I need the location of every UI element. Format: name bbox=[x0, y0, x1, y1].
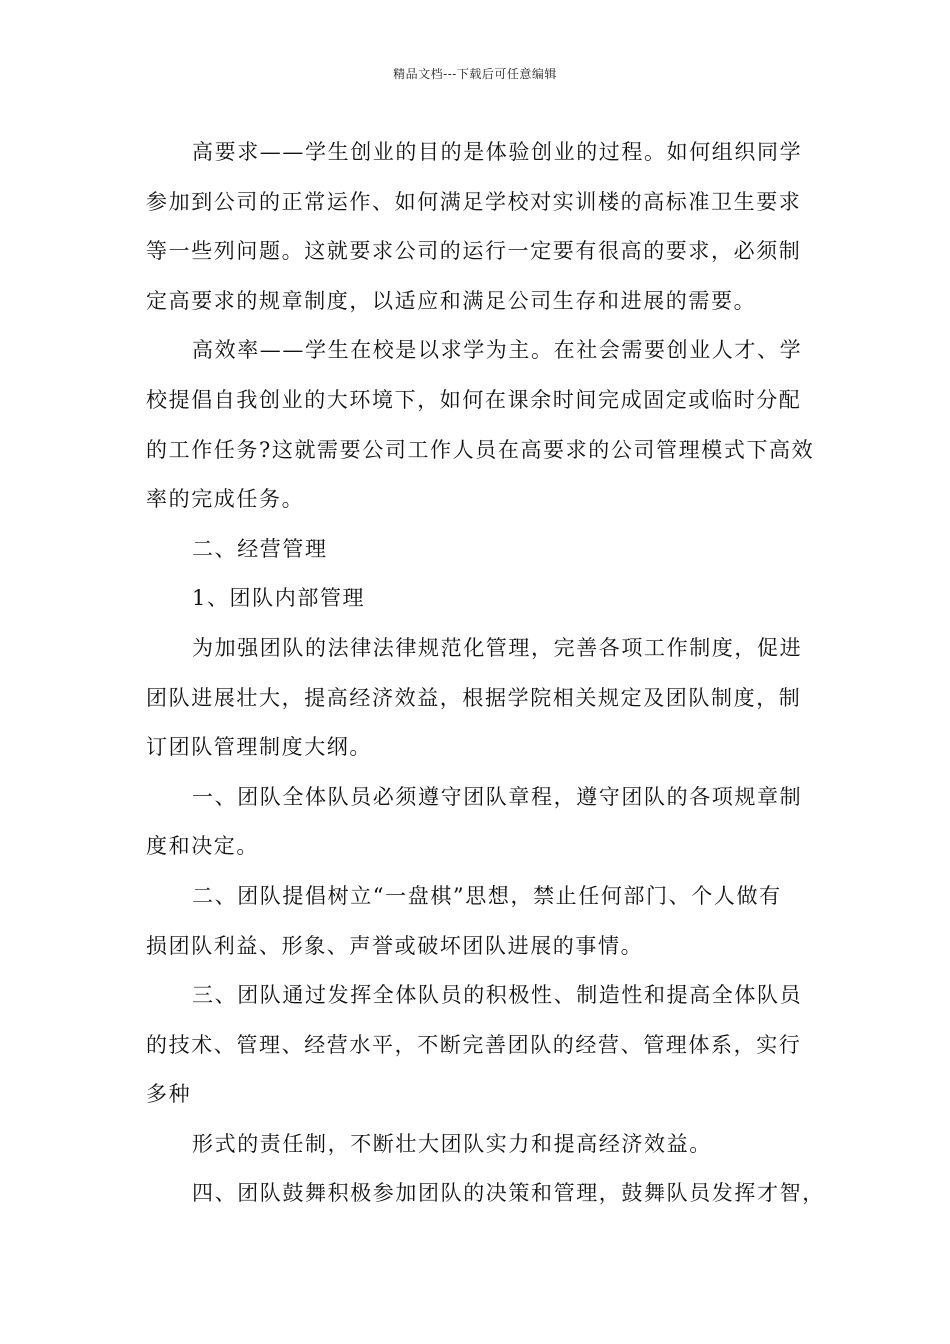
text-line: 为加强团队的法律法律规范化管理，完善各项工作制度，促进 bbox=[192, 635, 803, 660]
text-line: 率的完成任务。 bbox=[146, 487, 305, 512]
text-line: 度和决定。 bbox=[146, 834, 259, 859]
text-line: 校提倡自我创业的大环境下，如何在课余时间完成固定或临时分配 bbox=[146, 387, 802, 412]
text-line: 订团队管理制度大纲。 bbox=[146, 735, 372, 760]
text-line: 的工作任务?这就需要公司工作人员在高要求的公司管理模式下高效 bbox=[146, 437, 815, 462]
text-line: 等一些列问题。这就要求公司的运行一定要有很高的要求，必须制 bbox=[146, 239, 802, 264]
text-line: 二、团队提倡树立“一盘棋”思想，禁止任何部门、个人做有 bbox=[192, 883, 782, 908]
text-line: 多种 bbox=[146, 1082, 192, 1107]
text-line: 一、团队全体队员必须遵守团队章程，遵守团队的各项规章制 bbox=[192, 784, 803, 809]
document-body bbox=[146, 128, 826, 1219]
subsection-heading: 1、团队内部管理 bbox=[192, 586, 366, 611]
page-header: 精品文档---下载后可任意编辑 bbox=[393, 67, 557, 81]
section-heading: 二、经营管理 bbox=[192, 536, 328, 561]
text-line: 的技术、管理、经营水平，不断完善团队的经营、管理体系，实行 bbox=[146, 1032, 802, 1057]
text-line: 定高要求的规章制度，以适应和满足公司生存和进展的需要。 bbox=[146, 288, 757, 313]
text-line: 形式的责任制，不断壮大团队实力和提高经济效益。 bbox=[192, 1131, 712, 1156]
text-line: 高效率——学生在校是以求学为主。在社会需要创业人才、学 bbox=[192, 338, 803, 363]
text-line: 高要求——学生创业的目的是体验创业的过程。如何组织同学 bbox=[192, 140, 803, 164]
text-line: 四、团队鼓舞积极参加团队的决策和管理，鼓舞队员发挥才智， bbox=[192, 1181, 825, 1206]
text-line: 损团队利益、形象、声誉或破坏团队进展的事情。 bbox=[146, 933, 644, 958]
text-line: 团队进展壮大，提高经济效益，根据学院相关规定及团队制度，制 bbox=[146, 685, 802, 710]
text-line: 参加到公司的正常运作、如何满足学校对实训楼的高标准卫生要求 bbox=[146, 189, 802, 214]
text-line: 三、团队通过发挥全体队员的积极性、制造性和提高全体队员 bbox=[192, 983, 803, 1008]
